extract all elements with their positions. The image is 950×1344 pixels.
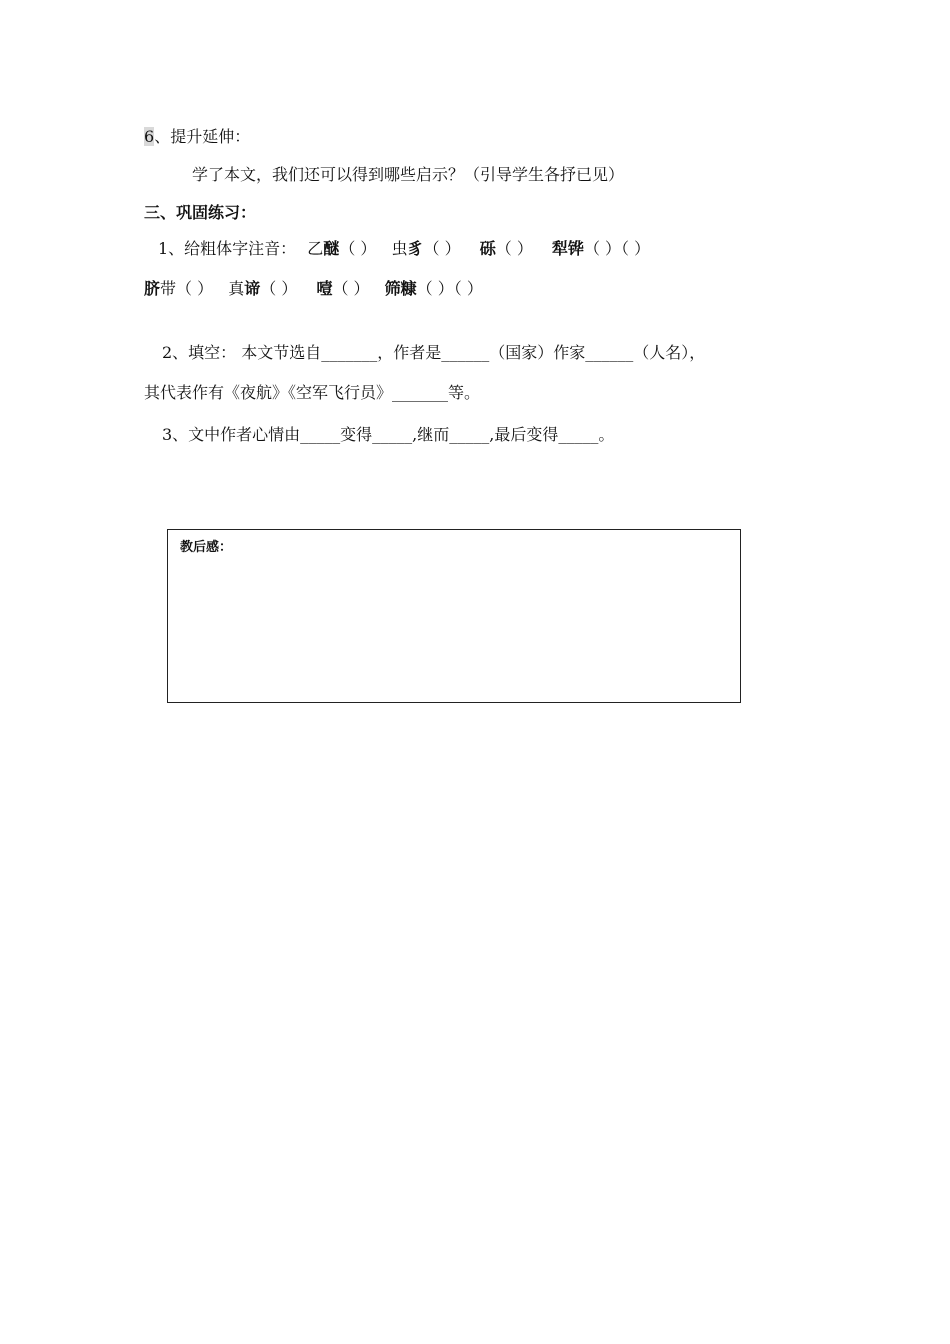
q1-intro: 1、给粗体字注音：: [158, 239, 297, 258]
teaching-notes-label: 教后感：: [180, 540, 233, 555]
section6-title-text: 、提升延伸：: [154, 127, 251, 146]
q1-item: 乙醚（ ）: [307, 239, 377, 258]
section6-number: 6: [144, 127, 155, 146]
q1-item: 筛糠（ ）（ ）: [384, 279, 483, 298]
q1-item: 真谛（ ）: [228, 279, 298, 298]
section6-title: [144, 126, 250, 148]
section3-heading: 三、巩固练习：: [144, 203, 257, 222]
q2-line2: 其代表作有《夜航》《空军飞行员》_______等。: [144, 383, 481, 402]
q1-item: 犁铧（ ）（ ）: [551, 239, 651, 258]
q1-row1: [158, 238, 650, 260]
section6-prompt: 学了本文，我们还可以得到哪些启示？（引导学生各抒已见）: [192, 165, 625, 184]
q1-item: 脐带（ ）: [144, 279, 214, 298]
teaching-notes-box: [167, 529, 741, 703]
q1-item: 虫豸（ ）: [391, 239, 461, 258]
q3-line: 3、文中作者心情由_____变得_____,继而_____,最后变得_____。: [162, 425, 615, 444]
q1-item: 砾（ ）: [479, 239, 533, 258]
q1-item: 噎（ ）: [316, 279, 370, 298]
q2-line1: 2、填空： 本文节选自_______，作者是______（国家）作家______（人名），: [162, 343, 706, 362]
q1-row2: [144, 278, 483, 300]
